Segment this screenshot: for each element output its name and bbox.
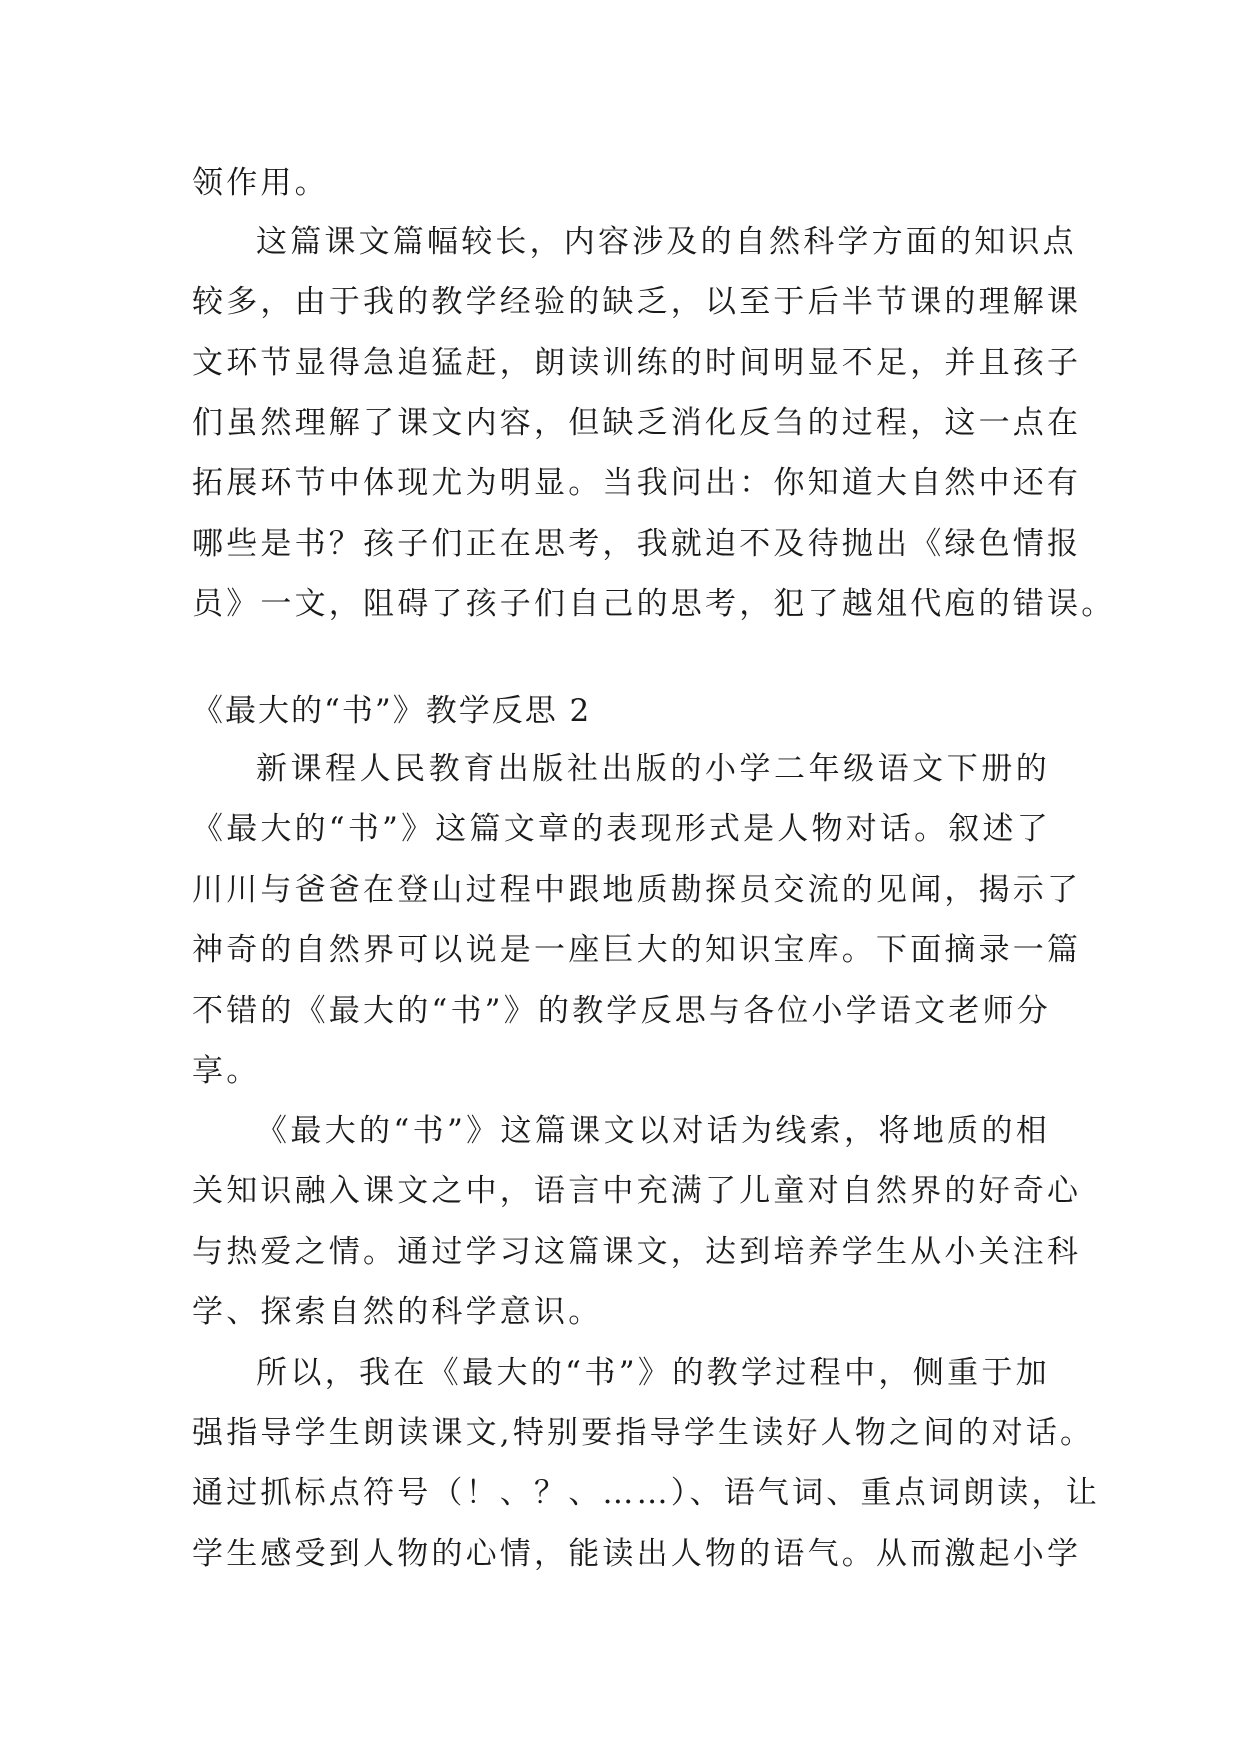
paragraph-line: 新课程人民教育出版社出版的小学二年级语文下册的 — [256, 751, 1050, 787]
paragraph-line: 员》一文，阻碍了孩子们自己的思考，犯了越俎代庖的错误。 — [192, 586, 1116, 622]
paragraph-line: 学生感受到人物的心情，能读出人物的语气。从而激起小学 — [192, 1536, 1082, 1572]
paragraph-line: 神奇的自然界可以说是一座巨大的知识宝库。下面摘录一篇 — [192, 932, 1082, 968]
paragraph-continuation-line: 领作用。 — [192, 165, 329, 201]
paragraph-line: 《最大的“书”》这篇课文以对话为线索，将地质的相 — [256, 1113, 1050, 1149]
paragraph-line: 《最大的“书”》这篇文章的表现形式是人物对话。叙述了 — [192, 811, 1051, 847]
paragraph-line: 与热爱之情。通过学习这篇课文，达到培养学生从小关注科 — [192, 1234, 1082, 1270]
paragraph-line: 所以，我在《最大的“书”》的教学过程中，侧重于加 — [256, 1355, 1050, 1391]
paragraph-line: 这篇课文篇幅较长，内容涉及的自然科学方面的知识点 — [256, 224, 1077, 260]
paragraph-line: 关知识融入课文之中，语言中充满了儿童对自然界的好奇心 — [192, 1173, 1082, 1209]
paragraph-line: 较多，由于我的教学经验的缺乏，以至于后半节课的理解课 — [192, 284, 1082, 320]
paragraph-line: 们虽然理解了课文内容，但缺乏消化反刍的过程，这一点在 — [192, 405, 1082, 441]
section-heading: 《最大的“书”》教学反思 2 — [192, 693, 592, 729]
paragraph-line: 通过抓标点符号（！、？、……）、语气词、重点词朗读，让 — [192, 1475, 1100, 1511]
paragraph-line: 享。 — [192, 1053, 261, 1089]
paragraph-line: 强指导学生朗读课文,特别要指导学生读好人物之间的对话。 — [192, 1415, 1095, 1451]
paragraph-line: 学、探索自然的科学意识。 — [192, 1294, 603, 1330]
paragraph-line: 川川与爸爸在登山过程中跟地质勘探员交流的见闻，揭示了 — [192, 872, 1082, 908]
paragraph-line: 拓展环节中体现尤为明显。当我问出：你知道大自然中还有 — [192, 465, 1082, 501]
paragraph-line: 文环节显得急追猛赶，朗读训练的时间明显不足，并且孩子 — [192, 345, 1082, 381]
paragraph-line: 不错的《最大的“书”》的教学反思与各位小学语文老师分 — [192, 993, 1051, 1029]
paragraph-line: 哪些是书？孩子们正在思考，我就迫不及待抛出《绿色情报 — [192, 526, 1082, 562]
